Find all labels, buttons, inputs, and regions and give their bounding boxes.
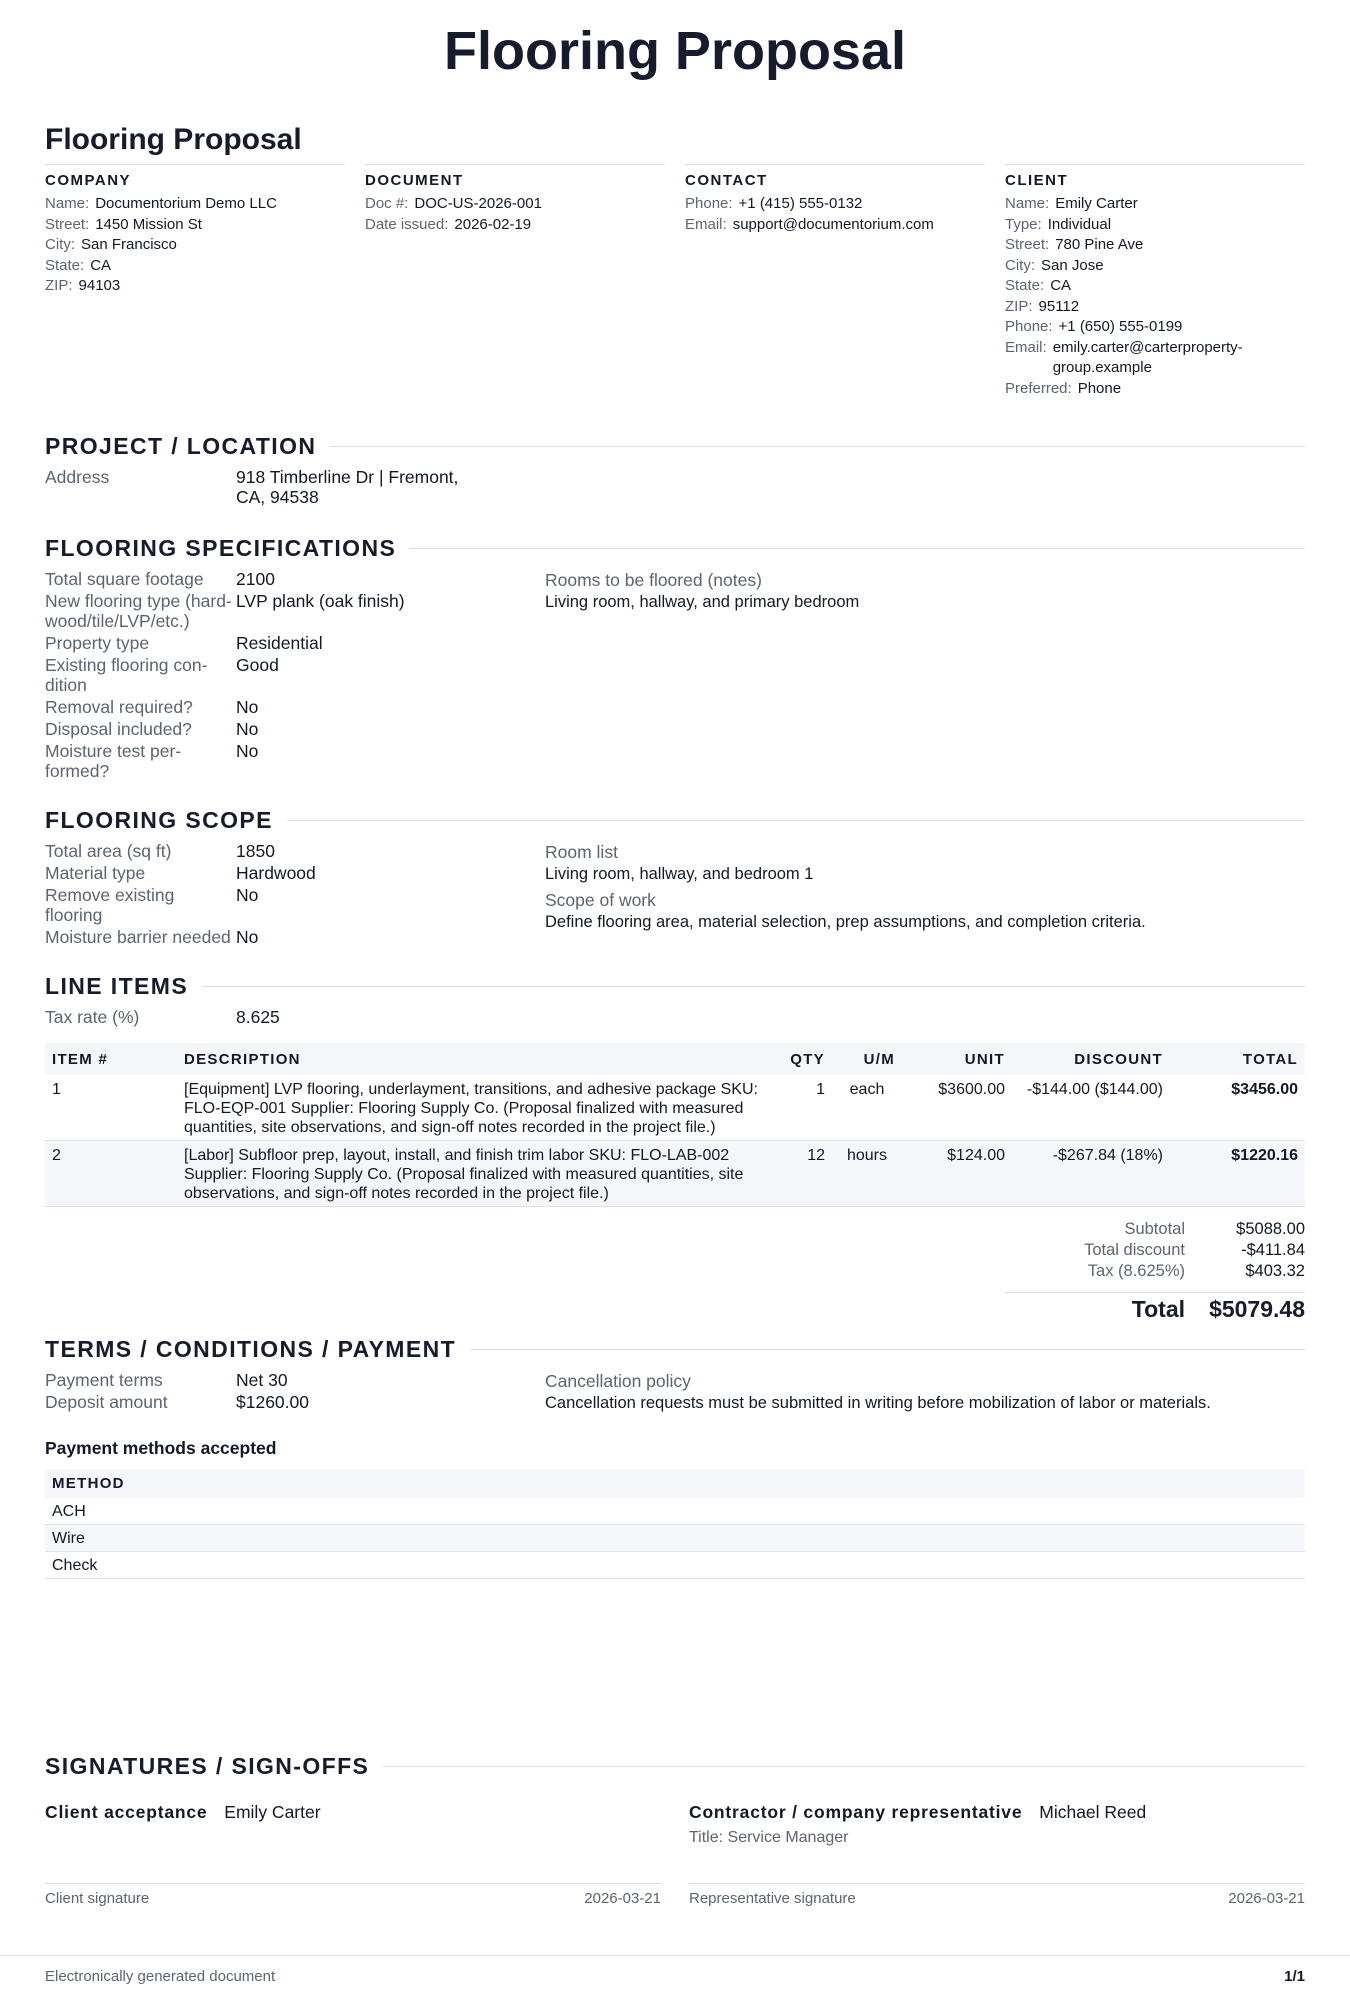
line-items-table xyxy=(45,1043,1305,1207)
field-value: No xyxy=(236,885,259,905)
field-row xyxy=(45,885,545,925)
client-acceptance-label: Client acceptance xyxy=(45,1802,208,1822)
field-label: Material type xyxy=(45,863,146,883)
item-qty: 12 xyxy=(782,1141,832,1207)
table-row xyxy=(45,1552,1305,1579)
info-label: Street: xyxy=(45,215,90,233)
subtotal-row xyxy=(1005,1219,1305,1240)
info-row xyxy=(1005,235,1305,256)
info-value: emily.carter@carterproperty-group.example xyxy=(1052,338,1243,376)
info-label: Type: xyxy=(1005,215,1042,233)
info-label: Phone: xyxy=(1005,318,1053,335)
item-discount: -$144.00 ($144.00) xyxy=(1012,1075,1170,1141)
col-um: U/M xyxy=(832,1043,902,1075)
info-row xyxy=(685,194,985,215)
info-label: Doc #: xyxy=(365,195,409,212)
info-value: 1450 Mission St xyxy=(95,215,202,233)
rep-label: Contractor / company representative xyxy=(689,1802,1023,1822)
payment-methods-title: Payment methods accepted xyxy=(45,1438,277,1458)
item-num: 1 xyxy=(45,1075,177,1141)
info-row xyxy=(45,215,345,236)
document-block xyxy=(365,164,665,399)
discount-row xyxy=(1005,1240,1305,1261)
page-number: 1/1 xyxy=(1284,1968,1305,1985)
cancellation-label: Cancellation policy xyxy=(545,1371,691,1391)
field-label: Property type xyxy=(45,633,150,653)
scope-block xyxy=(45,841,1305,949)
info-row xyxy=(1005,297,1305,318)
field-label: Disposal included? xyxy=(45,719,192,739)
rep-signature-label: Representative signature xyxy=(689,1890,856,1907)
room-list-value: Living room, hallway, and bedroom 1 xyxy=(545,865,814,883)
info-value: 2026-02-19 xyxy=(454,215,532,233)
project-section-heading: PROJECT / LOCATION xyxy=(45,431,1305,461)
field-label: Total area (sq ft) xyxy=(45,841,172,861)
terms-section-heading: TERMS / CONDITIONS / PAYMENT xyxy=(45,1334,1305,1364)
info-value: Emily Carter xyxy=(1055,195,1138,212)
subtotal-value: $5088.00 xyxy=(1236,1220,1305,1238)
info-label: Date issued: xyxy=(365,215,449,233)
item-um: hours xyxy=(832,1141,902,1207)
grand-total-label: Total xyxy=(1131,1296,1185,1322)
info-value: support@documentorium.com xyxy=(732,215,934,233)
field-row xyxy=(45,655,545,695)
contact-heading: CONTACT xyxy=(685,172,768,189)
field-label: Moisture test performed? xyxy=(45,741,182,781)
rooms-notes-value: Living room, hallway, and primary bedroom xyxy=(545,593,860,611)
page-footer xyxy=(0,1955,1350,1985)
tax-value: $403.32 xyxy=(1245,1262,1305,1280)
info-value: San Jose xyxy=(1041,256,1104,274)
info-value: San Francisco xyxy=(81,236,177,253)
field-value: Net 30 xyxy=(236,1370,288,1390)
info-label: State: xyxy=(45,256,85,274)
rooms-notes-label: Rooms to be floored (notes) xyxy=(545,570,762,590)
item-total: $3456.00 xyxy=(1170,1075,1305,1141)
rep-signature-date: 2026-03-21 xyxy=(1228,1890,1305,1907)
info-label: Email: xyxy=(1005,338,1047,356)
grand-total-value: $5079.48 xyxy=(1209,1296,1305,1322)
info-label: Email: xyxy=(685,215,727,233)
info-label: Street: xyxy=(1005,236,1050,253)
tax-label: Tax (8.625%) xyxy=(1087,1262,1185,1280)
info-row xyxy=(1005,338,1305,379)
field-label: Existing flooring condition xyxy=(45,655,208,695)
field-value: No xyxy=(236,927,259,947)
field-row xyxy=(45,841,545,861)
field-value: No xyxy=(236,719,259,739)
specs-block xyxy=(45,569,1305,783)
info-row xyxy=(1005,276,1305,297)
field-label: Remove existing flooring xyxy=(45,885,175,925)
info-row xyxy=(45,276,345,297)
field-row xyxy=(45,697,545,717)
client-block xyxy=(1005,164,1305,399)
field-row xyxy=(45,927,545,947)
company-block xyxy=(45,164,345,399)
field-value: No xyxy=(236,697,259,717)
address-value: 918 Timberline Dr | Fremont, CA, 94538 xyxy=(236,467,459,507)
subtotal-label: Subtotal xyxy=(1124,1220,1185,1238)
client-signature-label: Client signature xyxy=(45,1890,150,1907)
tax-row xyxy=(1005,1261,1305,1282)
info-value: Phone xyxy=(1077,379,1122,397)
info-value: 780 Pine Ave xyxy=(1055,236,1144,253)
field-row xyxy=(45,863,545,883)
payment-method: Check xyxy=(45,1552,1305,1579)
field-row xyxy=(45,633,545,653)
page-title: Flooring Proposal xyxy=(443,21,906,81)
scope-section-heading: FLOORING SCOPE xyxy=(45,805,1305,835)
table-row xyxy=(45,1498,1305,1525)
field-label: Moisture barrier needed xyxy=(45,927,231,947)
signatures-section-heading: SIGNATURES / SIGN-OFFS xyxy=(45,1751,1305,1781)
field-row xyxy=(45,719,545,739)
address-row xyxy=(45,467,545,507)
field-value: Good xyxy=(236,655,279,675)
info-grid xyxy=(45,164,1305,399)
field-row xyxy=(45,569,545,589)
info-row xyxy=(1005,194,1305,215)
scope-of-work-value: Define flooring area, material selection, prep assumptions, and completion criteria. xyxy=(545,913,1146,931)
item-total: $1220.16 xyxy=(1170,1141,1305,1207)
field-value: $1260.00 xyxy=(236,1392,309,1412)
contact-block xyxy=(685,164,985,399)
field-row xyxy=(45,1392,545,1412)
item-num: 2 xyxy=(45,1141,177,1207)
client-signature-date: 2026-03-21 xyxy=(584,1890,661,1907)
signatures-block xyxy=(45,1801,1305,1907)
info-row xyxy=(1005,215,1305,236)
col-unit: UNIT xyxy=(902,1043,1012,1075)
payment-methods-table xyxy=(45,1469,1305,1579)
tax-rate-label: Tax rate (%) xyxy=(45,1007,140,1027)
col-method: METHOD xyxy=(45,1469,1305,1498)
col-qty: QTY xyxy=(782,1043,832,1075)
grand-total-row xyxy=(1005,1292,1305,1320)
info-value: +1 (650) 555-0199 xyxy=(1058,318,1183,335)
field-value: No xyxy=(236,741,259,761)
info-label: Name: xyxy=(1005,195,1050,212)
field-value: Residential xyxy=(236,633,323,653)
info-row xyxy=(365,194,665,215)
field-value: 1850 xyxy=(236,841,275,861)
info-label: City: xyxy=(45,236,75,253)
info-value: Documentorium Demo LLC xyxy=(95,195,277,212)
table-row xyxy=(45,1075,1305,1141)
specs-section-heading: FLOORING SPECIFICATIONS xyxy=(45,533,1305,563)
info-value: CA xyxy=(90,256,112,274)
document-heading: DOCUMENT xyxy=(365,172,464,189)
info-label: ZIP: xyxy=(45,277,73,294)
client-signature-line[interactable] xyxy=(45,1883,661,1907)
field-label: Deposit amount xyxy=(45,1392,168,1412)
info-row xyxy=(365,215,665,236)
field-label: New flooring type (hardwood/tile/LVP/etc.) xyxy=(45,591,232,631)
field-value: 2100 xyxy=(236,569,275,589)
field-label: Total square footage xyxy=(45,569,204,589)
info-label: Name: xyxy=(45,195,90,212)
line-items-header-row xyxy=(45,1043,1305,1075)
info-row xyxy=(1005,317,1305,338)
field-row xyxy=(45,1370,545,1390)
item-discount: -$267.84 (18%) xyxy=(1012,1141,1170,1207)
info-row xyxy=(685,215,985,236)
col-discount: DISCOUNT xyxy=(1012,1043,1170,1075)
info-row xyxy=(45,256,345,277)
info-label: Phone: xyxy=(685,195,733,212)
rep-signature-block xyxy=(689,1801,1305,1907)
address-label: Address xyxy=(45,467,110,487)
info-value: Individual xyxy=(1047,215,1112,233)
tax-rate-value: 8.625 xyxy=(236,1007,280,1027)
col-total: TOTAL xyxy=(1170,1043,1305,1075)
document-subtitle: Flooring Proposal xyxy=(45,123,302,156)
cancellation-value: Cancellation requests must be submitted in writing before mobilization of labor or materials. xyxy=(545,1394,1211,1412)
tax-rate-row xyxy=(45,1007,545,1027)
project-block xyxy=(45,467,1305,509)
field-value: Hardwood xyxy=(236,863,316,883)
info-label: ZIP: xyxy=(1005,297,1033,315)
col-description: DESCRIPTION xyxy=(177,1043,782,1075)
item-qty: 1 xyxy=(782,1075,832,1141)
client-heading: CLIENT xyxy=(1005,172,1069,189)
rep-title: Title: Service Manager xyxy=(689,1829,849,1846)
field-value: LVP plank (oak finish) xyxy=(236,591,405,611)
field-label: Payment terms xyxy=(45,1370,163,1390)
line-items-section-heading: LINE ITEMS xyxy=(45,971,1305,1001)
item-description: [Labor] Subfloor prep, layout, install, and finish trim labor SKU: FLO-LAB-002 Supplier: Flooring Supply Co. (Proposal finalized with measured quantities, site observations, and sign-off notes recorded in the project file.) xyxy=(177,1141,782,1207)
info-row xyxy=(45,235,345,256)
item-unit: $124.00 xyxy=(902,1141,1012,1207)
rep-name: Michael Reed xyxy=(1039,1802,1147,1822)
company-heading: COMPANY xyxy=(45,172,132,189)
col-item-num: ITEM # xyxy=(45,1043,177,1075)
client-acceptance-name: Emily Carter xyxy=(224,1802,321,1822)
item-unit: $3600.00 xyxy=(902,1075,1012,1141)
info-label: City: xyxy=(1005,256,1035,274)
table-row xyxy=(45,1141,1305,1207)
footer-note: Electronically generated document xyxy=(45,1968,276,1985)
info-row xyxy=(45,194,345,215)
payment-method: Wire xyxy=(45,1525,1305,1552)
info-label: State: xyxy=(1005,277,1045,294)
info-label: Preferred: xyxy=(1005,379,1072,397)
room-list-label: Room list xyxy=(545,842,618,862)
info-row xyxy=(1005,379,1305,400)
field-label: Removal required? xyxy=(45,697,193,717)
discount-label: Total discount xyxy=(1084,1241,1185,1259)
field-row xyxy=(45,741,545,781)
client-signature-block xyxy=(45,1801,661,1907)
item-description: [Equipment] LVP flooring, underlayment, transitions, and adhesive package SKU: FLO-EQP-001 Supplier: Flooring Supply Co. (Proposal finalized with measured quantities, site observations, and sign-off notes recorded in the project file.) xyxy=(177,1075,782,1141)
terms-block xyxy=(45,1370,1305,1418)
info-value: 94103 xyxy=(78,277,121,294)
info-value: 95112 xyxy=(1038,297,1080,315)
rep-signature-line[interactable] xyxy=(689,1883,1305,1907)
info-row xyxy=(1005,256,1305,277)
discount-value: -$411.84 xyxy=(1241,1241,1305,1259)
item-um: each xyxy=(832,1075,902,1141)
info-value: +1 (415) 555-0132 xyxy=(738,195,863,212)
payment-method: ACH xyxy=(45,1498,1305,1525)
totals-block xyxy=(1005,1219,1305,1320)
field-row xyxy=(45,591,545,631)
scope-of-work-label: Scope of work xyxy=(545,890,656,910)
table-row xyxy=(45,1525,1305,1552)
info-value: DOC-US-2026-001 xyxy=(414,195,542,212)
info-value: CA xyxy=(1050,277,1072,294)
